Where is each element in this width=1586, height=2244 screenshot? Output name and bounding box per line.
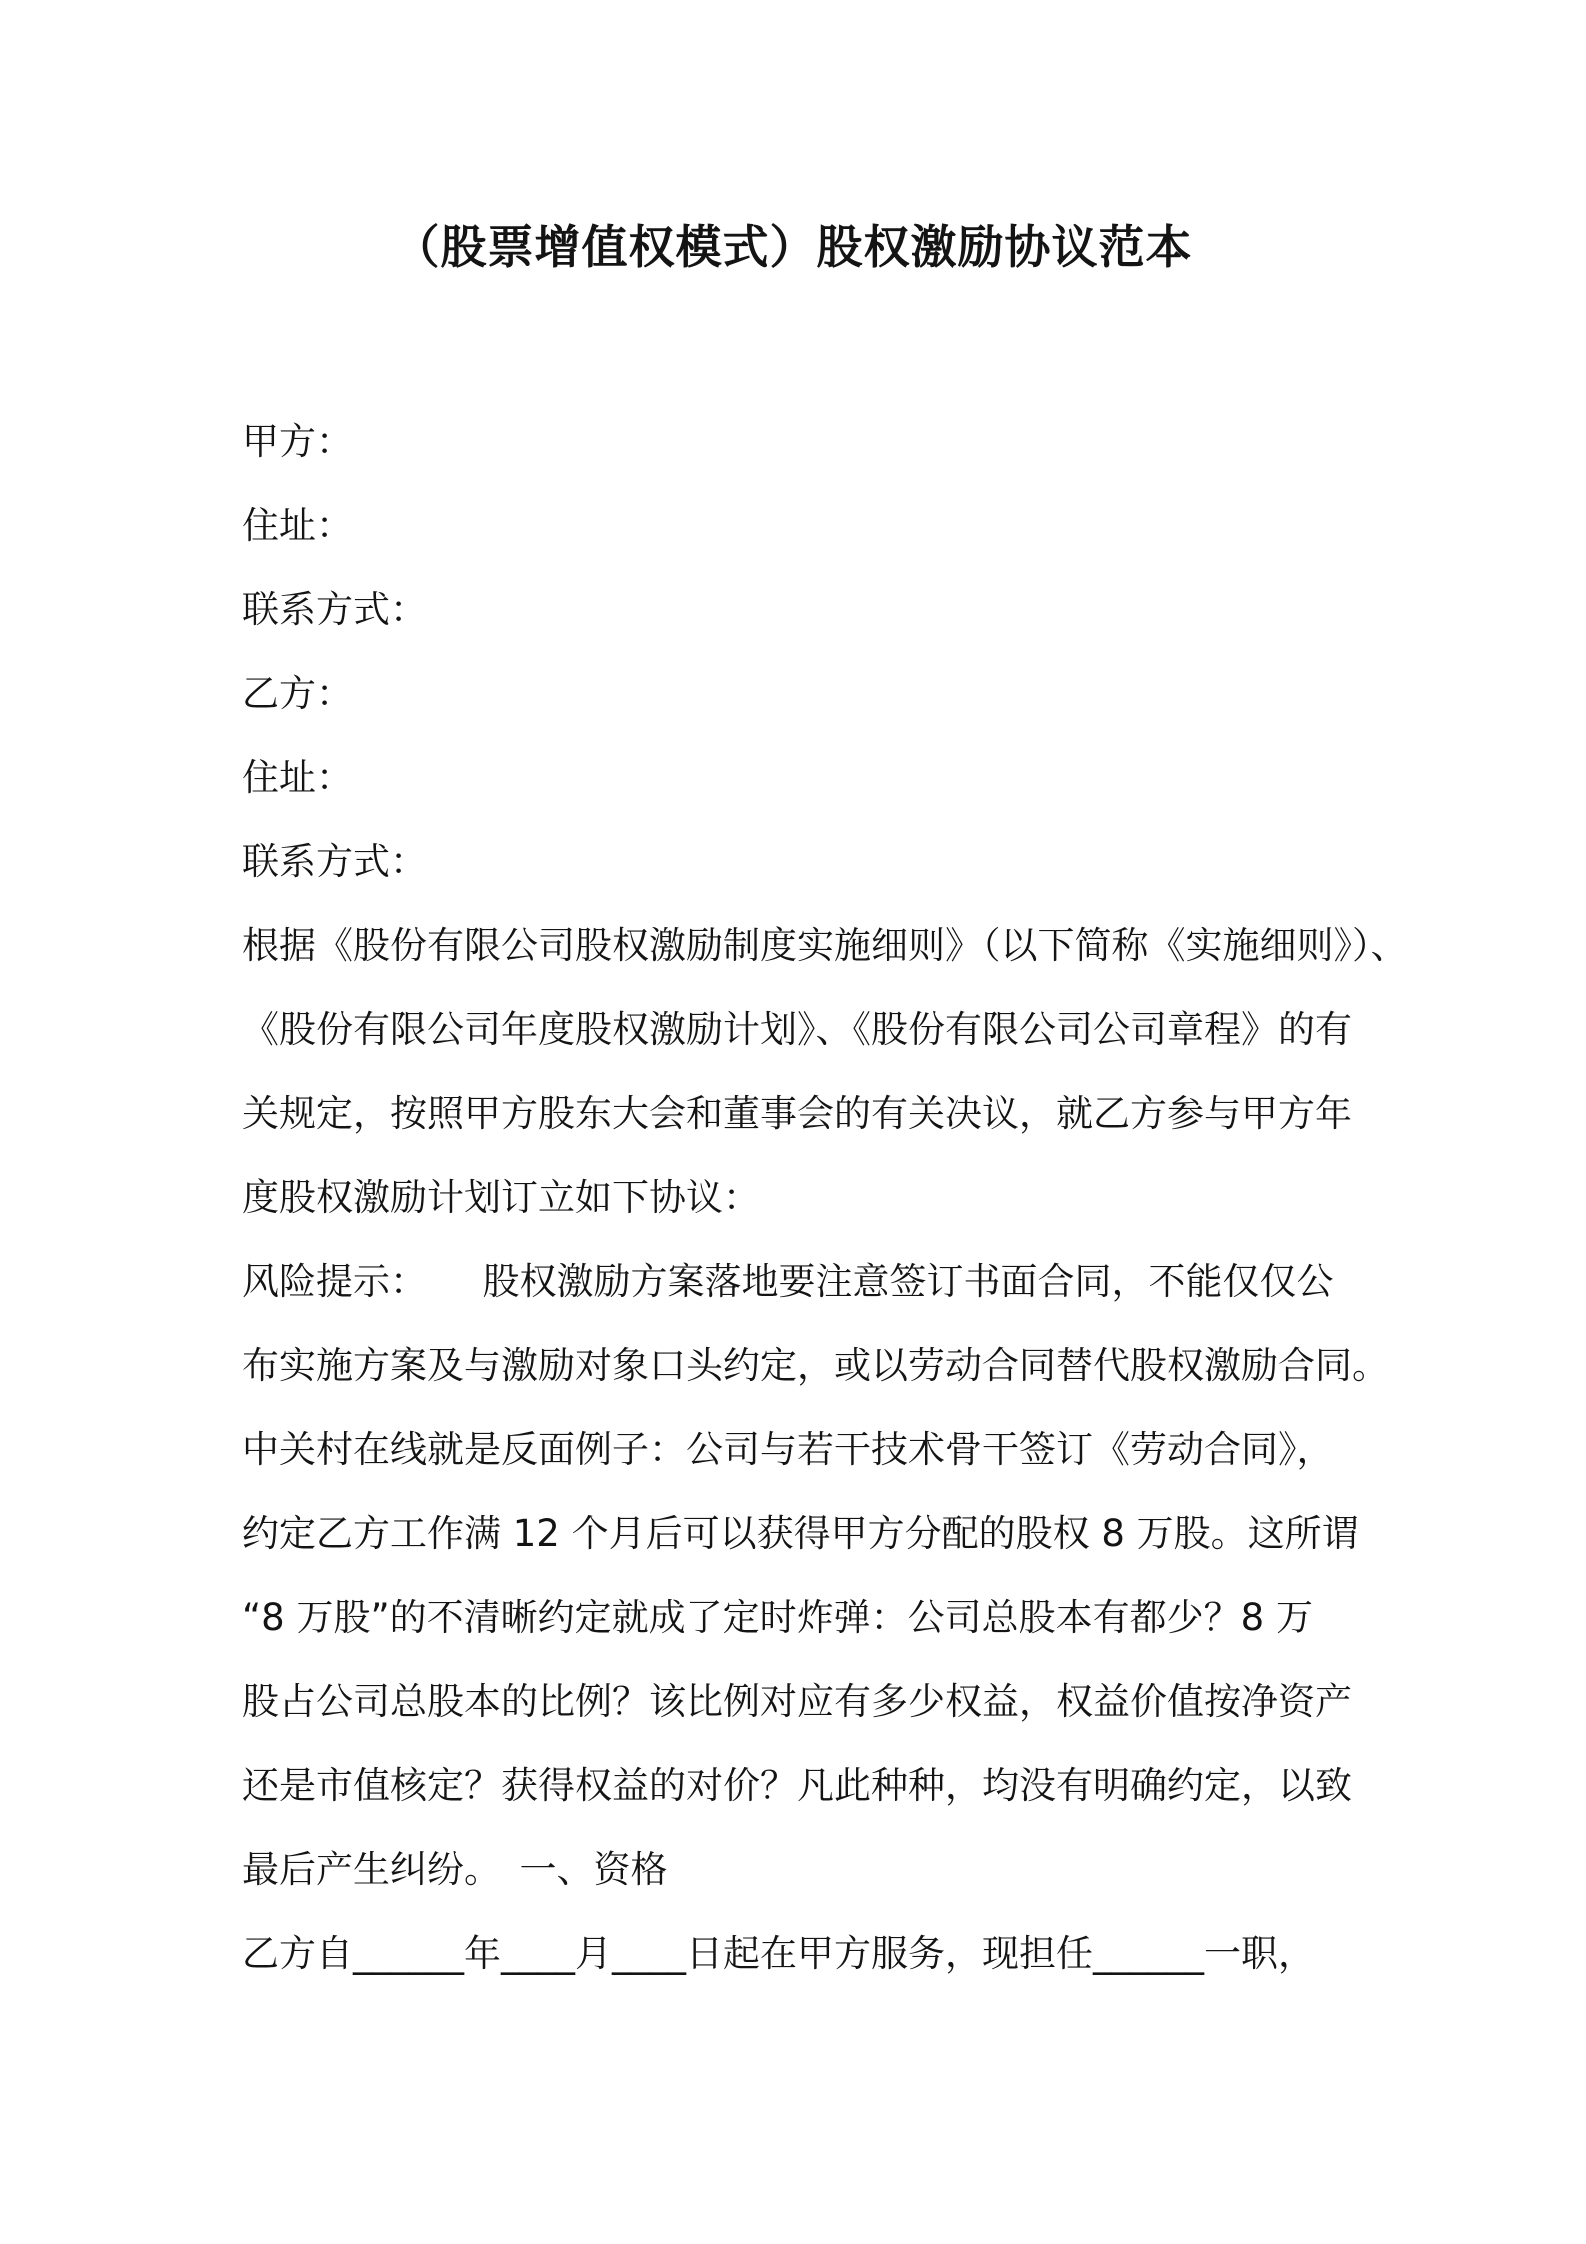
risk-notice-line: 风险提示： 股权激励方案落地要注意签订书面合同，不能仅仅公	[242, 1260, 1334, 1303]
risk-notice-line: 中关村在线就是反面例子：公司与若干技术骨干签订《劳动合同》，	[242, 1428, 1334, 1471]
party-b-contact-label: 联系方式：	[242, 840, 427, 883]
document-body	[242, 400, 1408, 1996]
section-heading-line: 最后产生纠纷。 一、资格	[242, 1848, 668, 1891]
risk-notice-line: 约定乙方工作满 12 个月后可以获得甲方分配的股权 8 万股。这所谓	[242, 1512, 1359, 1555]
risk-notice-line: “8 万股”的不清晰约定就成了定时炸弹：公司总股本有都少？8 万	[242, 1596, 1313, 1639]
party-a-contact-label: 联系方式：	[242, 588, 427, 631]
risk-notice-line: 布实施方案及与激励对象口头约定，或以劳动合同替代股权激励合同。	[242, 1344, 1389, 1387]
preamble-line: 关规定，按照甲方股东大会和董事会的有关决议，就乙方参与甲方年	[242, 1092, 1352, 1135]
risk-notice-line: 股占公司总股本的比例？该比例对应有多少权益，权益价值按净资产	[242, 1680, 1352, 1723]
preamble-line: 根据《股份有限公司股权激励制度实施细则》（以下简称《实施细则》）、	[242, 924, 1408, 967]
qualification-line: 乙方自______年____月____日起在甲方服务，现担任______一职，	[242, 1932, 1315, 1975]
preamble-line: 度股权激励计划订立如下协议：	[242, 1176, 760, 1219]
document-title: （股票增值权模式）股权激励协议范本	[393, 220, 1193, 274]
party-b-label: 乙方：	[242, 672, 353, 715]
party-a-label: 甲方：	[242, 420, 353, 463]
risk-notice-line: 还是市值核定？获得权益的对价？凡此种种，均没有明确约定，以致	[242, 1764, 1352, 1807]
party-a-address-label: 住址：	[242, 504, 353, 547]
party-b-address-label: 住址：	[242, 756, 353, 799]
preamble-line: 《股份有限公司年度股权激励计划》、《股份有限公司公司章程》的有	[242, 1008, 1352, 1051]
